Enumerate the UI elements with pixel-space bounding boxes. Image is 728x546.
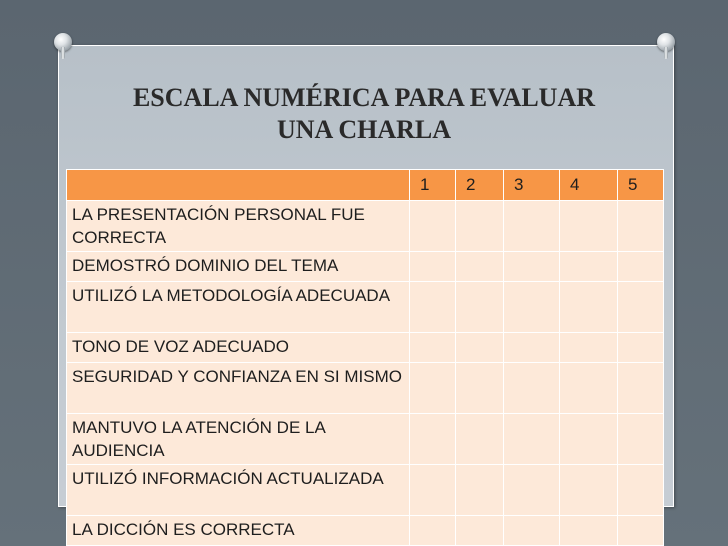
- table-row: [67, 414, 664, 465]
- score-cell: [618, 465, 664, 516]
- table-row: [67, 201, 664, 252]
- table-row: [67, 282, 664, 333]
- score-cell: [560, 282, 618, 333]
- score-cell: [410, 201, 456, 252]
- score-cell: [560, 516, 618, 546]
- score-cell: [410, 252, 456, 282]
- score-cell: [410, 363, 456, 414]
- score-cell: [504, 252, 560, 282]
- score-cell: [560, 465, 618, 516]
- title-line-2: UNA CHARLA: [276, 115, 452, 144]
- criterion-label: DEMOSTRÓ DOMINIO DEL TEMA: [67, 252, 410, 282]
- table-row: [67, 465, 664, 516]
- score-cell: [504, 465, 560, 516]
- score-cell: [410, 282, 456, 333]
- table-header-row: [67, 170, 664, 201]
- criterion-label: LA DICCIÓN ES CORRECTA: [67, 516, 410, 546]
- title-line-1: ESCALA NUMÉRICA PARA EVALUAR: [132, 83, 596, 112]
- score-cell: [410, 465, 456, 516]
- score-cell: [410, 414, 456, 465]
- score-cell: [504, 363, 560, 414]
- score-cell: [504, 282, 560, 333]
- score-cell: [618, 282, 664, 333]
- slide-title: [60, 82, 668, 146]
- score-cell: [504, 516, 560, 546]
- score-cell: [410, 333, 456, 363]
- criterion-label: UTILIZÓ LA METODOLOGÍA ADECUADA: [67, 282, 410, 333]
- score-cell: [456, 201, 504, 252]
- score-cell: [560, 363, 618, 414]
- score-cell: [410, 516, 456, 546]
- score-cell: [560, 333, 618, 363]
- score-cell: [456, 282, 504, 333]
- evaluation-table: [66, 169, 664, 546]
- score-cell: [504, 333, 560, 363]
- table-row: [67, 333, 664, 363]
- criterion-label: UTILIZÓ INFORMACIÓN ACTUALIZADA: [67, 465, 410, 516]
- header-score-2: 2: [456, 170, 504, 201]
- pushpin-icon: [656, 33, 676, 61]
- score-cell: [560, 414, 618, 465]
- score-cell: [618, 201, 664, 252]
- header-score-4: 4: [560, 170, 618, 201]
- criterion-label: MANTUVO LA ATENCIÓN DE LA AUDIENCIA: [67, 414, 410, 465]
- score-cell: [560, 252, 618, 282]
- criterion-label: TONO DE VOZ ADECUADO: [67, 333, 410, 363]
- score-cell: [456, 516, 504, 546]
- score-cell: [456, 252, 504, 282]
- score-cell: [504, 201, 560, 252]
- header-score-1: 1: [410, 170, 456, 201]
- criterion-label: SEGURIDAD Y CONFIANZA EN SI MISMO: [67, 363, 410, 414]
- score-cell: [618, 252, 664, 282]
- table-row: [67, 363, 664, 414]
- score-cell: [618, 363, 664, 414]
- header-score-5: 5: [618, 170, 664, 201]
- score-cell: [618, 516, 664, 546]
- score-cell: [456, 363, 504, 414]
- score-cell: [456, 333, 504, 363]
- header-score-3: 3: [504, 170, 560, 201]
- score-cell: [618, 333, 664, 363]
- score-cell: [560, 201, 618, 252]
- table-row: [67, 252, 664, 282]
- criterion-label: LA PRESENTACIÓN PERSONAL FUE CORRECTA: [67, 201, 410, 252]
- score-cell: [618, 414, 664, 465]
- pushpin-icon: [53, 33, 73, 61]
- score-cell: [504, 414, 560, 465]
- header-criteria-cell: [67, 170, 410, 201]
- score-cell: [456, 465, 504, 516]
- score-cell: [456, 414, 504, 465]
- table-row: [67, 516, 664, 546]
